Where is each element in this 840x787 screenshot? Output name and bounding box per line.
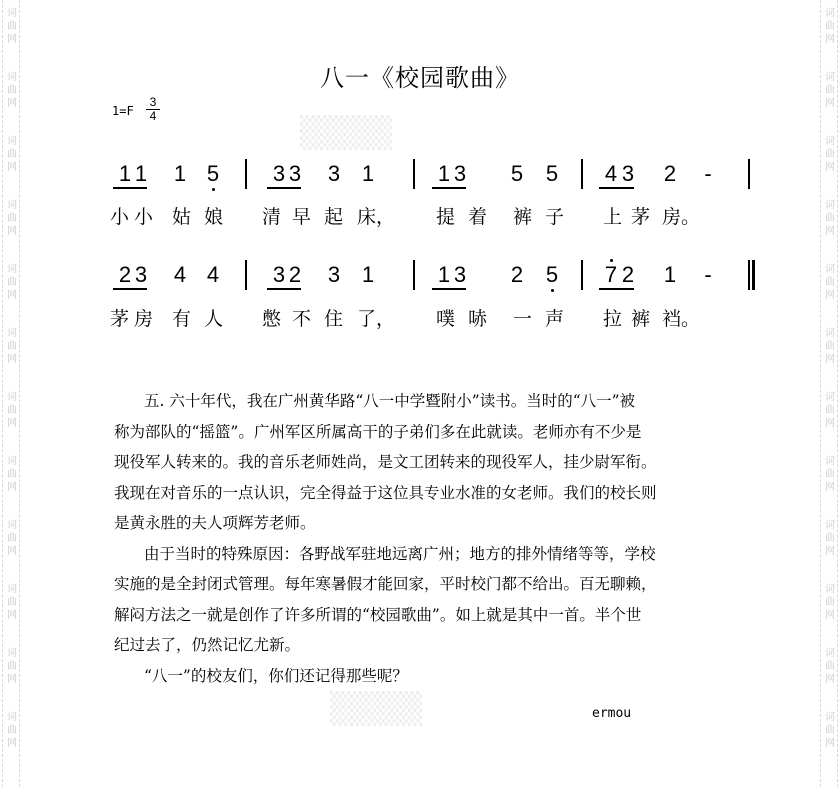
score-note: 2 [118,262,132,287]
watermark-char: 曲 [825,341,835,352]
score-note: 1 [361,262,375,287]
watermark-char: 词 [825,648,835,659]
lyric-char: 不 [292,309,312,330]
body-line: 五. 六十年代，我在广州黄华路“八一中学暨附小”读书。当时的“八一”被 [144,392,636,410]
lyric-char: 一 [513,309,533,330]
octave-dot [212,188,215,191]
watermark-char: 曲 [825,533,835,544]
watermark-char: 词 [7,328,17,339]
watermark-char: 网 [7,418,17,429]
watermark-char: 曲 [825,85,835,96]
score-note: 5 [544,263,560,287]
watermark-char: 曲 [7,341,17,352]
score-note: 3 [327,262,341,287]
watermark-char: 曲 [825,661,835,672]
beam-underline [599,288,634,290]
lyric-char: 憋 [262,309,282,330]
watermark-char: 词 [825,584,835,595]
score-note: 3 [621,161,635,186]
lyric-char: 娘 [204,207,224,228]
watermark-char: 网 [825,354,835,365]
body-line: 纪过去了，仍然记忆尤新。 [114,636,301,654]
watermark-char: 网 [825,546,835,557]
body-text [114,386,754,691]
watermark-char: 词 [7,136,17,147]
score-note: 3 [453,262,467,287]
watermark-char: 词 [825,72,835,83]
watermark-char: 词 [7,712,17,723]
faint-watermark-logo-bottom: ▒▒▒▒ [330,692,423,727]
score-note: 3 [134,262,148,287]
lyric-char: 了， [357,309,396,330]
score-note: 1 [173,161,187,186]
beam-underline [113,187,147,189]
score-note: 1 [663,262,677,287]
watermark-char: 网 [825,162,835,173]
lyric-char: 噗 [436,309,456,330]
watermark-char: 曲 [7,85,17,96]
sustain-dash: - [704,262,712,287]
lyric-char: 茅 [631,207,651,228]
lyric-char: 裆。 [662,309,701,330]
lyric-char: 姑 [172,207,192,228]
score-note: 3 [327,161,341,186]
score-note: 1 [361,161,375,186]
score-note: 3 [288,161,302,186]
body-line: 我现在对音乐的一点认识，完全得益于这位具专业水准的女老师。我们的校长则 [114,483,657,502]
score-note: 7 [603,263,619,287]
watermark-char: 网 [825,418,835,429]
watermark-char: 网 [825,738,835,749]
score-note: 2 [510,262,524,287]
score-note: 3 [272,161,286,186]
left-watermark-strip [2,0,20,787]
watermark-char: 词 [7,584,17,595]
time-signature-top: 3 [149,95,157,109]
watermark-char: 网 [7,226,17,237]
watermark-char: 曲 [7,597,17,608]
watermark-char: 词 [825,200,835,211]
barline [581,159,583,189]
right-watermark-strip [820,0,838,787]
body-line: 是黄永胜的夫人项辉芳老师。 [114,514,316,532]
watermark-char: 曲 [825,149,835,160]
octave-dot [551,289,554,292]
octave-dot [610,259,613,262]
lyric-char: 茅 [110,309,130,330]
body-line: 解闷方法之一就是创作了许多所谓的“校园歌曲”。如上就是其中一首。半个世 [114,605,642,624]
watermark-char: 曲 [7,405,17,416]
watermark-char: 网 [825,34,835,45]
watermark-char: 网 [7,34,17,45]
lyric-char: 早 [292,207,312,228]
watermark-char: 词 [825,456,835,467]
key-signature: 1=F [112,104,134,118]
score-note: 5 [205,162,221,186]
score-note: 4 [604,161,618,186]
watermark-char: 曲 [7,21,17,32]
score-note: 4 [173,262,187,287]
beam-underline [267,187,301,189]
barline [413,159,415,189]
lyric-char: 提 [436,207,456,228]
watermark-char: 词 [825,8,835,19]
watermark-char: 网 [7,290,17,301]
lyric-char: 人 [204,309,224,330]
beam-underline [432,288,466,290]
score-note: 1 [118,161,132,186]
lyric-char: 房 [134,309,154,330]
score-note: 1 [437,262,451,287]
watermark-char: 网 [7,738,17,749]
body-line: 由于当时的特殊原因：各野战军驻地远离广州；地方的排外情绪等等，学校 [144,544,656,563]
lyric-char: 有 [172,309,192,330]
watermark-char: 网 [825,610,835,621]
watermark-char: 词 [7,200,17,211]
score-note: 3 [272,262,286,287]
beam-underline [599,187,634,189]
lyric-char: 住 [324,309,344,330]
watermark-char: 网 [7,162,17,173]
sustain-dash: - [704,161,712,186]
watermark-char: 网 [825,290,835,301]
lyric-char: 声 [545,309,565,330]
score-note: 2 [663,161,677,186]
lyric-char: 上 [603,207,623,228]
watermark-char: 词 [7,648,17,659]
author-signature: ermou [592,706,632,721]
beam-underline [432,187,466,189]
watermark-char: 曲 [825,277,835,288]
watermark-char: 词 [7,456,17,467]
body-line: “八一”的校友们，你们还记得那些呢？ [144,666,408,685]
lyric-char: 裤 [513,207,533,228]
watermark-char: 词 [825,264,835,275]
watermark-char: 网 [7,98,17,109]
score-note: 5 [510,161,524,186]
watermark-char: 词 [825,328,835,339]
lyric-char: 起 [324,207,344,228]
watermark-char: 曲 [825,469,835,480]
watermark-char: 词 [7,520,17,531]
score-note: 2 [621,262,635,287]
watermark-char: 词 [825,392,835,403]
watermark-char: 网 [825,226,835,237]
song-title: 八一《校园歌曲》 [320,64,520,92]
beam-underline [267,288,301,290]
watermark-char: 网 [7,354,17,365]
body-line: 现役军人转来的。我的音乐老师姓尚，是文工团转来的现役军人，挂少尉军衔。 [114,453,657,471]
watermark-char: 曲 [7,469,17,480]
watermark-char: 网 [7,546,17,557]
lyric-char: 裤 [631,309,651,330]
body-line: 实施的是全封闭式管理。每年寒暑假才能回家，平时校门都不给出。百无聊赖， [114,575,657,593]
lyric-char: 哧 [468,309,488,330]
score-note: 2 [288,262,302,287]
score-note: 1 [437,161,451,186]
lyric-char: 小 [134,207,154,228]
watermark-char: 词 [7,264,17,275]
watermark-char: 网 [825,674,835,685]
barline [748,260,750,290]
barline [581,260,583,290]
barline [413,260,415,290]
watermark-char: 网 [7,482,17,493]
watermark-char: 曲 [7,213,17,224]
watermark-char: 网 [825,482,835,493]
lyric-char: 小 [110,207,130,228]
final-barline [752,260,755,290]
watermark-char: 词 [825,712,835,723]
watermark-char: 曲 [825,725,835,736]
lyric-char: 床， [357,207,396,228]
watermark-char: 网 [7,610,17,621]
lyric-char: 着 [468,207,488,228]
watermark-char: 词 [7,8,17,19]
score-note: 5 [545,161,559,186]
barline [245,260,247,290]
watermark-char: 曲 [7,725,17,736]
watermark-char: 曲 [825,597,835,608]
lyric-char: 拉 [603,309,623,330]
watermark-char: 网 [7,674,17,685]
watermark-char: 词 [7,392,17,403]
time-signature [146,96,160,123]
faint-watermark-logo-top: ▒▒▒▒ [300,116,393,151]
watermark-char: 网 [825,98,835,109]
barline [245,159,247,189]
lyric-char: 房。 [662,207,701,228]
watermark-char: 曲 [7,661,17,672]
score-note: 1 [134,161,148,186]
body-line: 称为部队的“摇篮”。广州军区所属高干的子弟们多在此就读。老师亦有不少是 [114,422,642,441]
time-signature-bottom: 4 [146,109,160,123]
watermark-char: 词 [7,72,17,83]
watermark-char: 曲 [825,21,835,32]
watermark-char: 词 [825,520,835,531]
score-note: 4 [206,262,220,287]
watermark-char: 曲 [7,149,17,160]
score-note: 3 [453,161,467,186]
watermark-char: 词 [825,136,835,147]
beam-underline [113,288,147,290]
lyric-char: 子 [545,207,565,228]
watermark-char: 曲 [825,405,835,416]
barline [748,159,750,189]
watermark-char: 曲 [7,277,17,288]
watermark-char: 曲 [825,213,835,224]
lyric-char: 清 [262,207,282,228]
watermark-char: 曲 [7,533,17,544]
